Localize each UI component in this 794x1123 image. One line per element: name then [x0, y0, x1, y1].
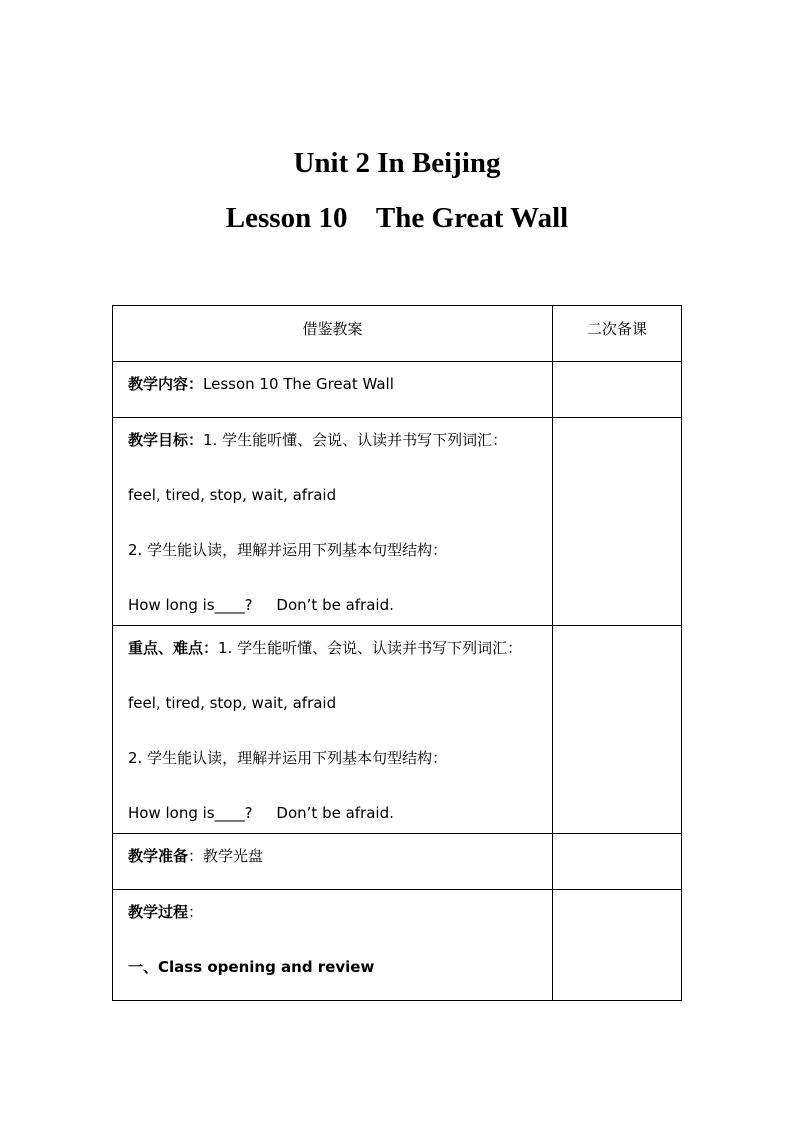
objectives-line-4: How long is____? Don’t be afraid. [128, 596, 394, 614]
header-left-label: 借鉴教案 [302, 320, 363, 338]
key-points-text-1: 1. 学生能听懂、会说、认读并书写下列词汇： [218, 639, 523, 657]
content-text: Lesson 10 The Great Wall [203, 375, 394, 393]
unit-title: Unit 2 In Beijing [293, 147, 501, 179]
table-row-objectives [113, 418, 682, 626]
table-row-content [113, 362, 682, 418]
preparation-line [128, 834, 552, 889]
objectives-line-1 [128, 418, 552, 473]
preparation-side-cell [553, 834, 682, 890]
objectives-cell [113, 418, 553, 626]
key-points-line-1 [128, 626, 552, 681]
preparation-text: ：教学光盘 [188, 847, 264, 865]
header-right-label: 二次备课 [586, 320, 647, 338]
lesson-title: Lesson 10 The Great Wall [225, 202, 569, 234]
header-reference-plan [113, 306, 553, 362]
table-row-process [113, 890, 682, 1001]
content-line [128, 362, 552, 417]
objectives-side-cell [553, 418, 682, 626]
objectives-line-2: feel, tired, stop, wait, afraid [128, 486, 337, 504]
key-points-cell [113, 626, 553, 834]
key-points-line-4: How long is____? Don’t be afraid. [128, 804, 394, 822]
process-text: ： [188, 903, 204, 921]
process-step-1: 一、Class opening and review [128, 958, 375, 976]
key-points-line-2: feel, tired, stop, wait, afraid [128, 694, 337, 712]
table-header-row [113, 306, 682, 362]
key-points-line-3: 2. 学生能认读，理解并运用下列基本句型结构： [128, 749, 448, 767]
content-cell [113, 362, 553, 418]
process-line-1 [128, 890, 552, 945]
objectives-line-3: 2. 学生能认读，理解并运用下列基本句型结构： [128, 541, 448, 559]
content-label: 教学内容： [128, 375, 204, 393]
preparation-cell [113, 834, 553, 890]
key-points-label: 重点、难点： [128, 639, 219, 657]
objectives-label: 教学目标： [128, 431, 204, 449]
content-side-cell [553, 362, 682, 418]
key-points-side-cell [553, 626, 682, 834]
table-row-key-points [113, 626, 682, 834]
table-row-preparation [113, 834, 682, 890]
preparation-label: 教学准备 [128, 847, 189, 865]
lesson-plan-table [112, 305, 682, 1001]
header-second-preparation [553, 306, 682, 362]
objectives-text-1: 1. 学生能听懂、会说、认读并书写下列词汇： [203, 431, 508, 449]
process-side-cell [553, 890, 682, 1001]
process-label: 教学过程 [128, 903, 189, 921]
process-cell [113, 890, 553, 1001]
